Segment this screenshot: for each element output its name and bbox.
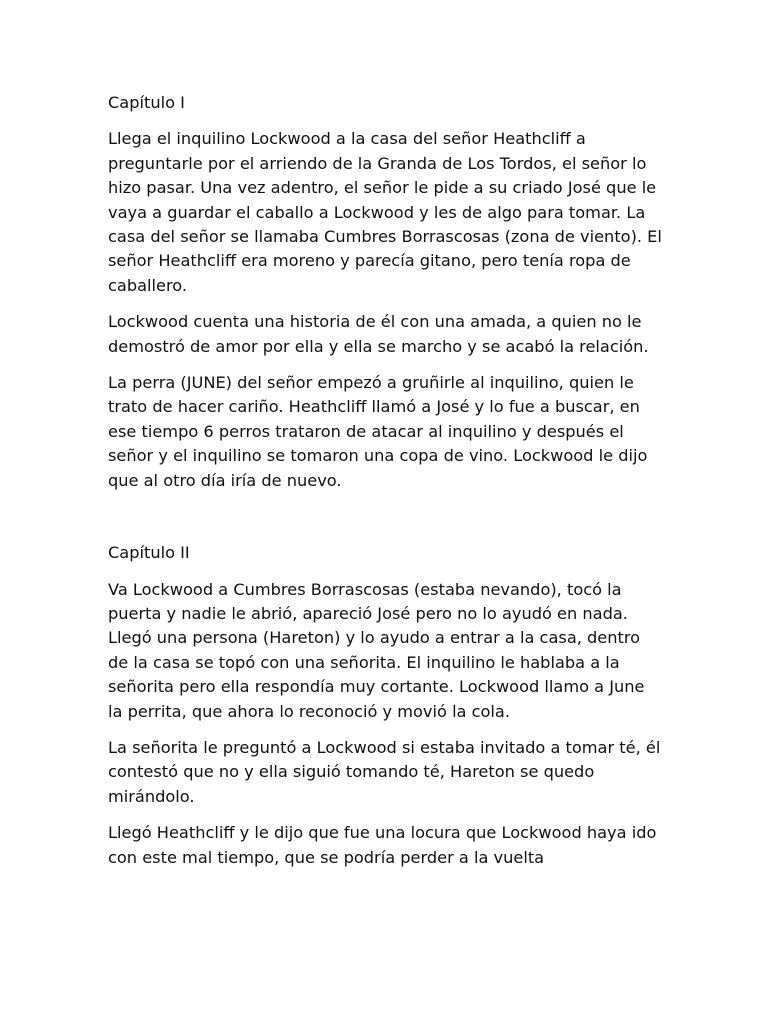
chapter-2-paragraph-1: Va Lockwood a Cumbres Borrascosas (estaba nevando), tocó la puerta y nadie le abrió, apareció José pero no lo ayudó en nada. Llegó una persona (Hareton) y lo ayudo a entrar a la casa, dentro de la casa se topó con una señorita. El inquilino le hablaba a la señorita pero ella respondía muy cortante. Lockwood llamo a June la perrita, que ahora lo reconoció y movió la cola. (108, 579, 645, 721)
chapter-2-heading: Capítulo II (108, 543, 190, 563)
document-body (108, 91, 664, 882)
chapter-1-paragraph-3: La perra (JUNE) del señor empezó a gruñirle al inquilino, quien le trato de hacer cariño. Heathcliff llamó a José y lo fue a buscar, en ese tiempo 6 perros trataron de atacar al inquilino y después el señor y el inquilino se tomaron una copa de vino. Lockwood le dijo que al otro día iría de nuevo. (108, 373, 648, 490)
section-spacer (108, 505, 664, 541)
chapter-1-paragraph-1: Llega el inquilino Lockwood a la casa del señor Heathcliff a preguntarle por el arriendo de la Granda de Los Tordos, el señor lo hizo pasar. Una vez adentro, el señor le pide a su criado José que le vaya a guardar el caballo a Lockwood y les de algo para tomar. La casa del señor se llamaba Cumbres Borrascosas (zona de viento). El señor Heathcliff era moreno y parecía gitano, pero tenía ropa de caballero. (108, 129, 662, 295)
chapter-1-heading: Capítulo I (108, 93, 185, 112)
chapter-2-paragraph-2: La señorita le preguntó a Lockwood si estaba invitado a tomar té, él contestó que no y ella siguió tomando té, Hareton se quedo mirándolo. (108, 737, 661, 806)
chapter-2-paragraph-3: Llegó Heathcliff y le dijo que fue una locura que Lockwood haya ido con este mal tiempo, que se podría perder a la vuelta (108, 823, 657, 867)
chapter-1-paragraph-2: Lockwood cuenta una historia de él con una amada, a quien no le demostró de amor por ella y ella se marcho y se acabó la relación. (108, 312, 649, 356)
